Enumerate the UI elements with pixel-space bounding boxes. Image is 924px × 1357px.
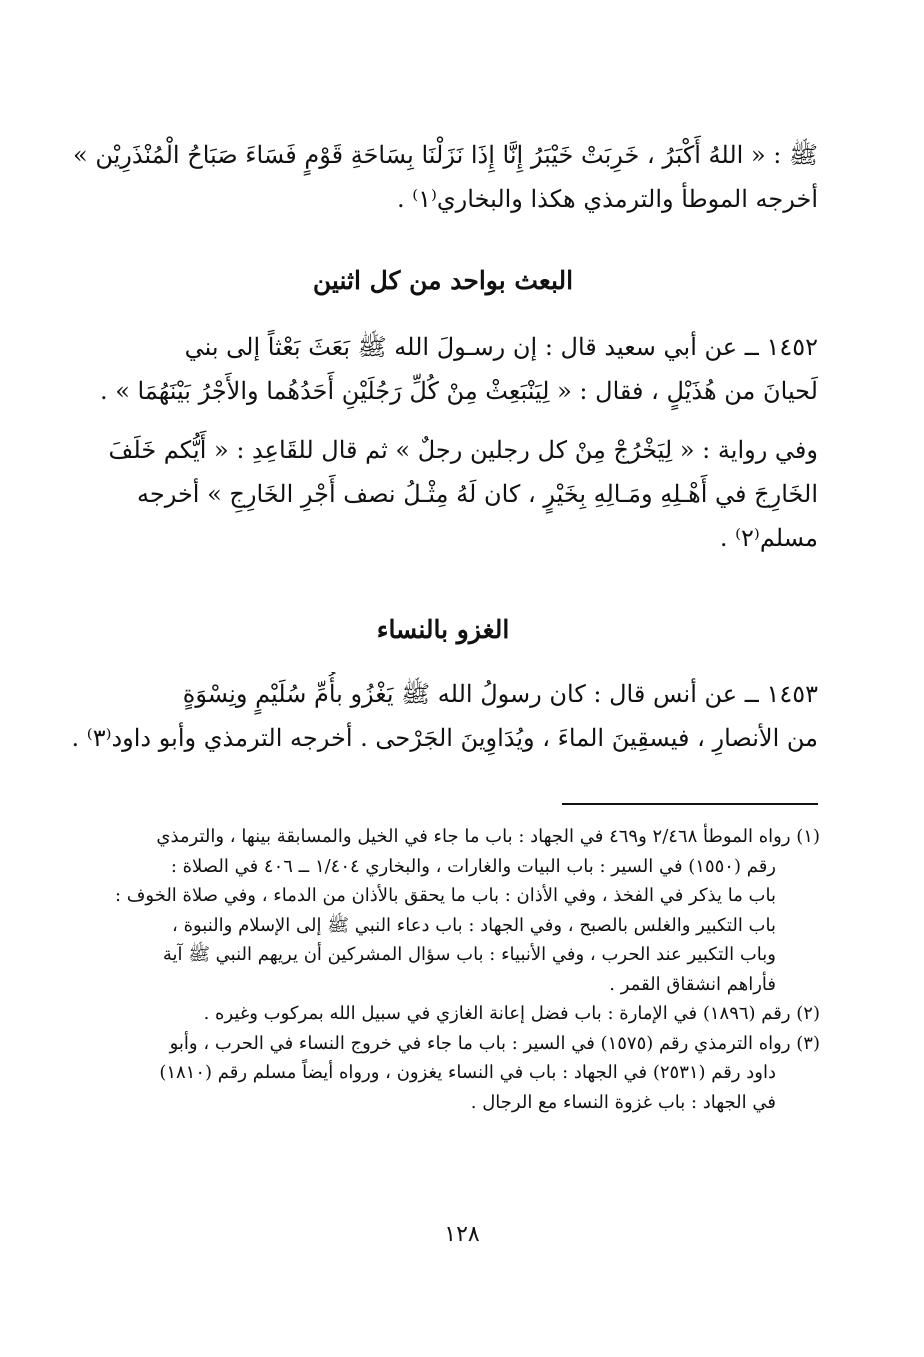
footnote-1-line-2: رقم (١٥٥٠) في السير : باب البيات والغارات ، والبخاري ١/٤٠٤ ــ ٤٠٦ في الصلاة : <box>170 855 776 877</box>
footnote-2-line-1: (٢) رقم (١٨٩٦) في الإمارة : باب فضل إعانة الغازي في سبيل الله بمركوب وغيره . <box>203 1003 820 1024</box>
hadith-1453-line-2: من الأنصارِ ، فيسقِينَ الماءَ ، ويُدَاوِينَ الجَرْحى . أخرجه الترمذي وأبو داود⁽٣⁾ . <box>71 724 818 752</box>
page-number: ١٢٨ <box>444 1222 480 1247</box>
footnote-1-line-5: وباب التكبير عند الحرب ، وفي الأنبياء : باب سؤال المشركين أن يريهم النبي ﷺ آية <box>162 944 776 965</box>
section-heading-raids-with-women: الغزو بالنساء <box>376 615 510 644</box>
hadith-1452-line-2: لَحيانَ من هُذَيْلٍ ، فقال : « لِيَنْبَعِثْ مِنْ كُلِّ رَجُلَيْنِ أَحَدُهُما والأَجْرُ بَيْنَهُمَا » . <box>99 377 818 405</box>
footnote-3-line-1: (٣) رواه الترمذي رقم (١٥٧٥) في السير : باب ما جاء في خروج النساء في الحرب ، وأبو <box>169 1032 820 1054</box>
intro-paragraph <box>68 133 818 221</box>
footnote-3-line-3: في الجهاد : باب غزوة النساء مع الرجال . <box>470 1091 776 1113</box>
intro-line-1: ﷺ : « اللهُ أَكْبَرُ ، خَرِبَتْ خَيْبَرُ إِنَّا إِذَا نَزَلْنَا بِسَاحَةِ قَوْمٍ فَسَاءَ صَبَاحُ الْمُنْذَرِيْن » <box>73 141 818 169</box>
hadith-1452-riwaya <box>68 428 818 560</box>
riwaya-line-3: مسلم⁽٢⁾ . <box>719 524 818 552</box>
intro-line-2: أخرجه الموطأ والترمذي هكذا والبخاري⁽١⁾ . <box>396 185 818 213</box>
riwaya-line-2: الخَارِجَ في أَهْـلِهِ ومَـالِهِ بِخَيْرٍ ، كان لَهُ مِثْـلُ نصف أَجْرِ الخَارِجِ » أخرجه <box>137 480 818 508</box>
footnote-separator <box>562 803 818 805</box>
footnote-1-line-3: باب ما يذكر في الفخذ ، وفي الأذان : باب ما يحقق بالأذان من الدماء ، وفي صلاة الخوف : <box>114 885 776 906</box>
footnotes <box>68 822 820 1117</box>
footnote-1-line-4: باب التكبير والغلس بالصبح ، وفي الجهاد : باب دعاء النبي ﷺ إلى الإسلام والنبوة ، <box>172 914 776 936</box>
footnote-1-line-6: فأراهم انشقاق القمر . <box>609 973 776 995</box>
footnote-1-line-1: (١) رواه الموطأ ٢/٤٦٨ و٤٦٩ في الجهاد : باب ما جاء في الخيل والمسابقة بينها ، والترمذي <box>156 826 820 847</box>
hadith-1452 <box>68 325 818 413</box>
footnote-3-line-2: داود رقم (٢٥٣١) في الجهاد : باب في النساء يغزون ، ورواه أيضاً مسلم رقم (١٨١٠) <box>159 1062 776 1083</box>
hadith-1453 <box>68 672 818 760</box>
section-heading-sending-one-of-two: البعث بواحد من كل اثنين <box>312 266 574 295</box>
hadith-1452-line-1: ١٤٥٢ ــ عن أبي سعيد قال : إن رسـولَ الله ﷺ بَعَثَ بَعْثاً إلى بني <box>184 333 818 361</box>
riwaya-line-1: وفي رواية : « لِيَخْرُجْ مِنْ كل رجلين رجلٌ » ثم قال للقَاعِدِ : « أَيُّكم خَلَفَ <box>108 436 818 464</box>
hadith-1453-line-1: ١٤٥٣ ــ عن أنس قال : كان رسولُ الله ﷺ يَغْزُو بأُمِّ سُلَيْمٍ ونِسْوَةٍ <box>182 680 818 708</box>
